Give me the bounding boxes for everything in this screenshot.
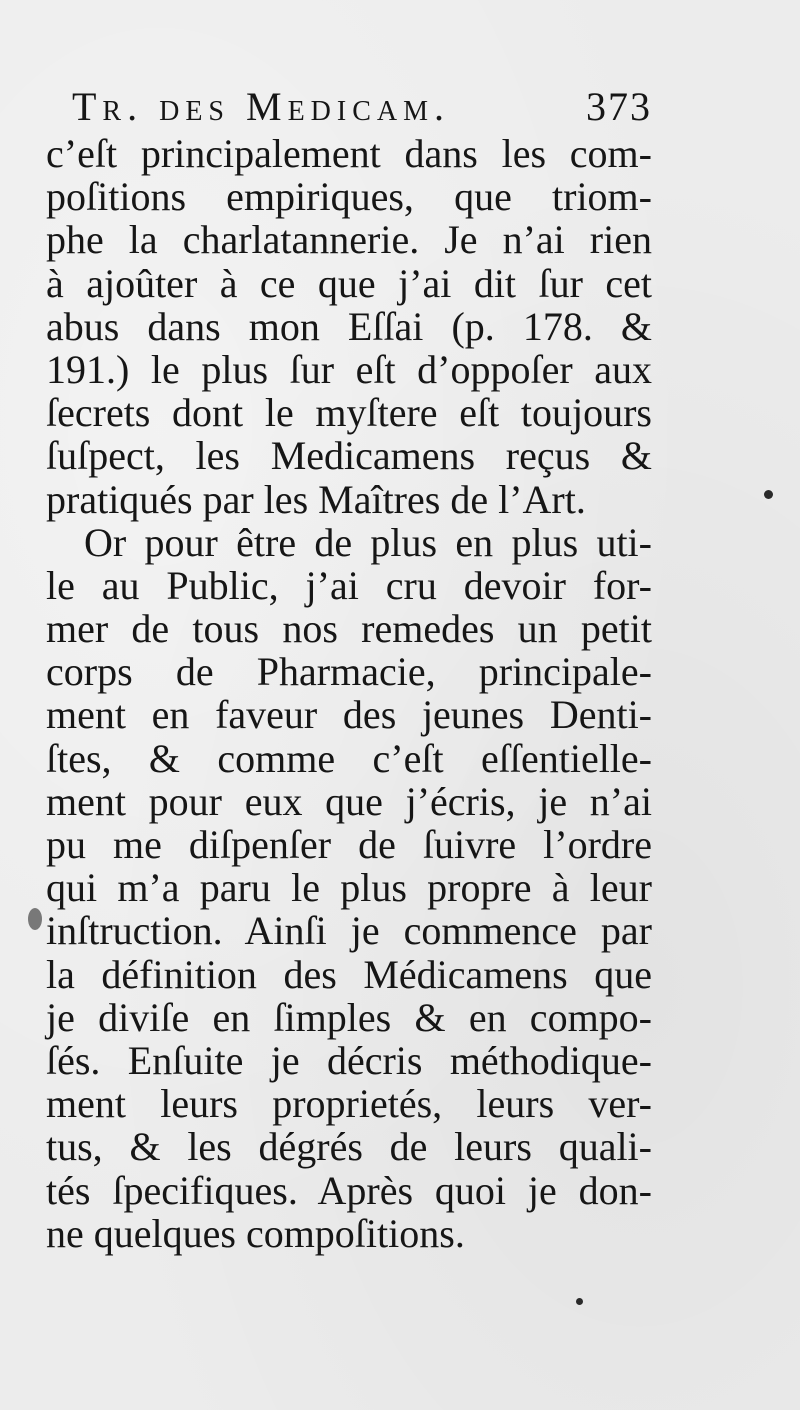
ink-speck — [28, 908, 42, 930]
text-line-4: à ajoûter à ce que j’ai dit ſur cet — [46, 260, 652, 306]
ink-speck — [576, 1298, 583, 1305]
text-line-12: mer de tous nos remedes un petit — [46, 606, 652, 652]
page-number: 373 — [586, 84, 652, 129]
text-line-20: la définition des Médicamens que — [46, 951, 652, 997]
text-line-17: pu me diſpenſer de ſuivre l’ordre — [46, 822, 652, 867]
text-line-26: ne quelques compoſitions. — [46, 1210, 465, 1256]
text-line-23: ment leurs proprietés, leurs ver- — [46, 1081, 652, 1127]
text-line-3: phe la charlatannerie. Je n’ai rien — [46, 217, 652, 263]
text-line-6: 191.) le plus ſur eſt d’oppoſer aux — [46, 346, 652, 392]
text-line-11: le au Public, j’ai cru devoir for- — [46, 562, 652, 608]
text-line-25: tés ſpecifiques. Après quoi je don- — [46, 1167, 652, 1213]
text-line-14: ment en faveur des jeunes Denti- — [46, 692, 652, 738]
text-line-1: c’eſt principalement dans les com- — [46, 131, 652, 176]
text-line-5: abus dans mon Eſſai (p. 178. & — [46, 303, 652, 349]
text-line-2: poſitions empiriques, que triom- — [46, 174, 652, 220]
running-title: Tr. des Medicam. — [72, 84, 451, 129]
text-line-9: pratiqués par les Maîtres de l’Art. — [46, 476, 586, 522]
text-line-15: ſtes, & comme c’eſt eſſentielle- — [46, 735, 652, 781]
text-line-8: ſuſpect, les Medicamens reçus & — [46, 433, 652, 479]
text-line-22: ſés. Enſuite je décris méthodique- — [46, 1037, 652, 1083]
page-header — [72, 82, 652, 132]
ink-speck — [764, 490, 773, 499]
text-line-18: qui m’a paru le plus propre à leur — [46, 865, 652, 911]
text-line-16: ment pour eux que j’écris, je n’ai — [46, 778, 652, 824]
text-line-10: Or pour être de plus en plus uti- — [84, 519, 652, 565]
text-line-19: inſtruction. Ainſi je commence par — [46, 908, 652, 954]
body-text — [46, 132, 652, 1255]
text-line-21: je diviſe en ſimples & en compo- — [46, 994, 652, 1040]
text-line-24: tus, & les dégrés de leurs quali- — [46, 1124, 652, 1170]
text-line-7: ſecrets dont le myſtere eſt toujours — [46, 390, 652, 436]
text-line-13: corps de Pharmacie, principale- — [46, 649, 652, 695]
